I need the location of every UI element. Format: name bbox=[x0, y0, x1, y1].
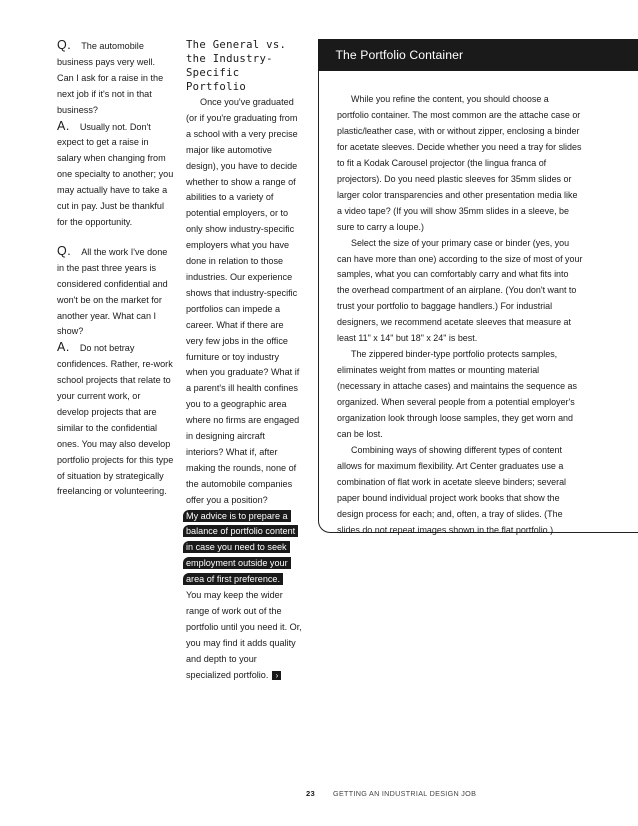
sidebar-body bbox=[337, 92, 583, 539]
answer-text: Do not betray confidences. Rather, re-work school projects that relate to your current work, or develop projects that are similar to the confidential ones. You may also develop portfolio projects for this type of situation by strategically freelancing or volunteering. bbox=[57, 343, 174, 497]
question-1 bbox=[57, 38, 174, 119]
answer-2 bbox=[57, 340, 174, 500]
portfolio-container-sidebar bbox=[318, 39, 638, 533]
question-text: The automobile business pays very well. Can I ask for a raise in the next job if it's not in that business? bbox=[57, 41, 164, 115]
sidebar-paragraph: Combining ways of showing different types of content allows for maximum flexibility. Art Center graduates use a combination of flat work in acetate sleeve binders; several paper bound individual project work books that show the design process for each; and, often, a tray of slides. (The slides do not repeat images shown in the flat portfolio.) bbox=[337, 444, 567, 535]
answer-1 bbox=[57, 119, 174, 231]
article-body: Once you've graduated (or if you're graduating from a school with a very precise major like automotive design), you have to decide whether to show a range of abilities to a variety of potential employers, or to only show industry-specific employers what you have done in relation to those industries. Our experience shows that industry-specific portfolios can impede a career. What if there are very few jobs in the office furniture or toy industry when you graduate? What if a parent's ill health confines you to a geographic area where no firms are engaged in designing aircraft interiors? What if, after making the rounds, none of the automobile companies offer you a position? bbox=[186, 97, 300, 505]
article-column bbox=[186, 38, 303, 684]
answer-letter: A. bbox=[57, 118, 70, 133]
advice-highlight: My advice is to prepare a balance of portfolio content in case you need to seek employment outside your area of first preference. bbox=[183, 510, 298, 586]
sidebar-title: The Portfolio Container bbox=[318, 39, 638, 71]
qa-column bbox=[57, 38, 174, 500]
sidebar-paragraph: Select the size of your primary case or binder (yes, you can have more than one) according to the size of most of your samples, what you can comfortably carry and what fits into the overhead compartment of an airplane. (You don't want to trust your portfolio to baggage handlers.) For industrial designers, we recommend acetate sleeves that measure at least 11" x 14" but 18" x 24" is best. bbox=[337, 237, 583, 344]
question-text: All the work I've done in the past three years is considered confidential and won't be on the market for another year. What can I show? bbox=[57, 246, 168, 337]
closing-paragraph bbox=[186, 588, 303, 683]
continue-arrow-icon: › bbox=[272, 671, 281, 680]
running-title: GETTING AN INDUSTRIAL DESIGN JOB bbox=[333, 789, 477, 798]
page-number: 23 bbox=[306, 789, 316, 798]
advice-paragraph bbox=[186, 509, 303, 589]
article-heading: The General vs. the Industry-Specific Portfolio bbox=[186, 39, 287, 93]
answer-text: Usually not. Don't expect to get a raise in salary when changing from one specialty to another; you may actually have to take a cut in pay. Just be thankful for the opportunity. bbox=[57, 121, 174, 227]
question-letter: Q. bbox=[57, 243, 72, 258]
question-letter: Q. bbox=[57, 38, 72, 52]
answer-letter: A. bbox=[57, 340, 70, 355]
closing-text: You may keep the wider range of work out of the portfolio until you need it. Or, you may find it adds quality and depth to your specialized portfolio. bbox=[186, 590, 302, 680]
page-footer bbox=[306, 789, 476, 798]
sidebar-paragraph: While you refine the content, you should choose a portfolio container. The most common are the attache case or plastic/leather case, with or without zipper, enclosing a binder for acetate sleeves. Decide whether you need a tray for slides to fit a Kodak Carousel projector (the lingua franca of projectors). Do you need plastic sleeves for 35mm slides or larger color transparencies and other presentation media like a video tape? (If you will show 35mm slides in a sleeve, be sure to carry a loupe.) bbox=[337, 94, 582, 232]
question-2 bbox=[57, 244, 174, 340]
sidebar-paragraph: The zippered binder-type portfolio protects samples, eliminates weight from mattes or mounting material (necessary in attache cases) and maintains the sequence as organized. When several people from a potential employer's organization look through loose samples, they get worn and can be lost. bbox=[337, 349, 577, 440]
